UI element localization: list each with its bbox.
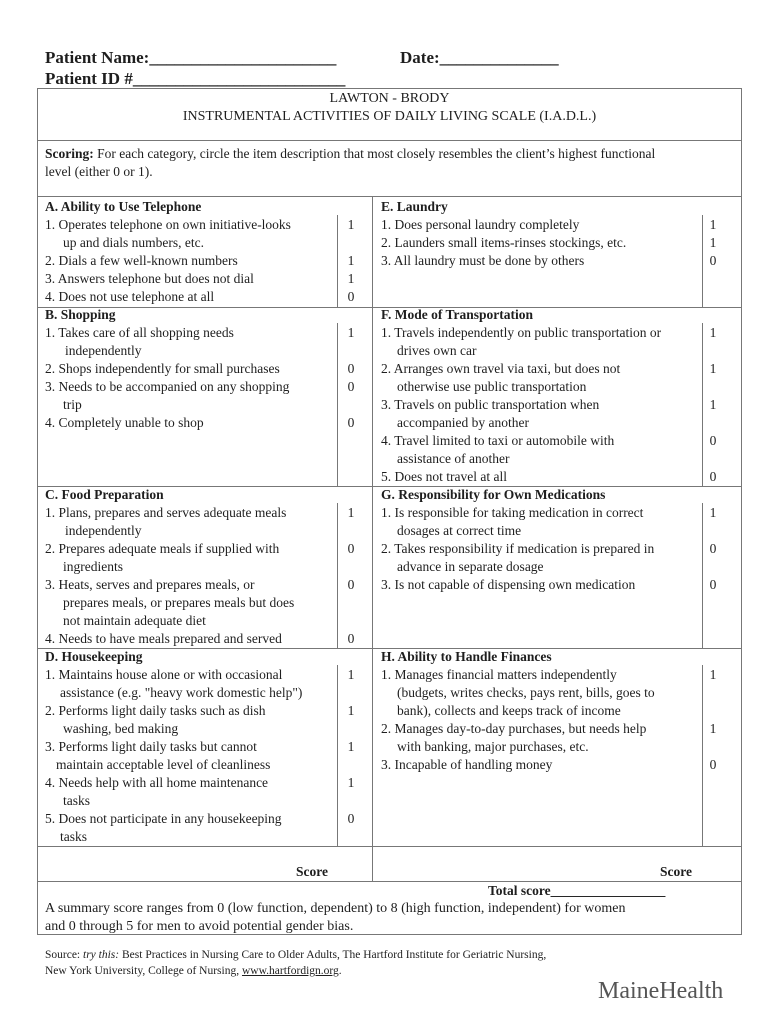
section-g-item-3[interactable]: 3. Is not capable of dispensing own medication <box>381 577 636 592</box>
section-h-score-1[interactable]: 1 <box>709 667 717 682</box>
section-d-item-5[interactable]: 5. Does not participate in any housekeeping <box>45 811 282 826</box>
section-h-item-1[interactable]: 1. Manages financial matters independently <box>381 667 617 682</box>
section-a-item-2[interactable]: 2. Dials a few well-known numbers <box>45 253 238 268</box>
section-h-item-2-cont[interactable]: with banking, major purchases, etc. <box>397 739 589 754</box>
section-e-score-3[interactable]: 0 <box>709 253 717 268</box>
section-b-score-3[interactable]: 0 <box>347 379 355 394</box>
section-d-item-1-cont[interactable]: assistance (e.g. "heavy work domestic help") <box>60 685 303 700</box>
section-c-score-3[interactable]: 0 <box>347 577 355 592</box>
section-f-heading: F. Mode of Transportation <box>381 307 534 322</box>
section-c-item-3-cont2[interactable]: not maintain adequate diet <box>63 613 206 628</box>
section-a-score-3[interactable]: 1 <box>347 271 355 286</box>
scoring-instructions-line2: level (either 0 or 1). <box>45 164 153 179</box>
section-c-item-3-cont[interactable]: prepares meals, or prepares meals but does <box>63 595 295 610</box>
section-a-heading: A. Ability to Use Telephone <box>45 199 202 214</box>
divider <box>337 665 338 847</box>
iadl-form-table <box>37 88 742 935</box>
section-h-item-1-cont[interactable]: (budgets, writes checks, pays rent, bills, goes to <box>397 685 655 700</box>
section-c-score-2[interactable]: 0 <box>347 541 355 556</box>
summary-line1: A summary score ranges from 0 (low function, dependent) to 8 (high function, independent) for women <box>45 901 626 916</box>
section-h-item-3[interactable]: 3. Incapable of handling money <box>381 757 553 772</box>
scoring-instructions: Scoring: For each category, circle the item description that most closely resembles the client’s highest functional <box>45 146 656 161</box>
section-f-score-3[interactable]: 1 <box>709 397 717 412</box>
section-e-item-1[interactable]: 1. Does personal laundry completely <box>381 217 580 232</box>
section-e-item-3[interactable]: 3. All laundry must be done by others <box>381 253 585 268</box>
section-h-heading: H. Ability to Handle Finances <box>381 649 552 664</box>
section-g-score-3[interactable]: 0 <box>709 577 717 592</box>
section-d-item-2-cont[interactable]: washing, bed making <box>63 721 179 736</box>
divider <box>38 846 741 847</box>
section-e-heading: E. Laundry <box>381 199 448 214</box>
section-c-item-2[interactable]: 2. Prepares adequate meals if supplied with <box>45 541 280 556</box>
section-d-item-5-cont[interactable]: tasks <box>60 829 87 844</box>
section-f-item-2-cont[interactable]: otherwise use public transportation <box>397 379 587 394</box>
hartfordign-link[interactable]: www.hartfordign.org <box>241 965 339 977</box>
section-a-score-4[interactable]: 0 <box>347 289 355 304</box>
section-a-score-2[interactable]: 1 <box>347 253 355 268</box>
section-b-score-4[interactable]: 0 <box>347 415 355 430</box>
section-d-item-1[interactable]: 1. Maintains house alone or with occasional <box>45 667 283 682</box>
section-f-score-4[interactable]: 0 <box>709 433 717 448</box>
total-score-field[interactable]: Total score_________________ <box>488 883 666 898</box>
section-b-item-1[interactable]: 1. Takes care of all shopping needs <box>45 325 234 340</box>
score-label-left: Score <box>296 864 328 879</box>
section-g-item-2-cont[interactable]: advance in separate dosage <box>397 559 544 574</box>
scoring-label: Scoring: <box>45 146 94 161</box>
section-c-heading: C. Food Preparation <box>45 487 164 502</box>
scale-title-line1: LAWTON - BRODY <box>329 91 450 106</box>
section-f-item-3[interactable]: 3. Travels on public transportation when <box>381 397 600 412</box>
section-e-item-2[interactable]: 2. Launders small items-rinses stockings, etc. <box>381 235 627 250</box>
section-e-score-1[interactable]: 1 <box>709 217 717 232</box>
section-d-item-2[interactable]: 2. Performs light daily tasks such as dish <box>45 703 266 718</box>
section-d-score-2[interactable]: 1 <box>347 703 355 718</box>
section-d-item-3-cont[interactable]: maintain acceptable level of cleanliness <box>56 757 271 772</box>
section-g-heading: G. Responsibility for Own Medications <box>381 487 606 502</box>
section-b-item-3[interactable]: 3. Needs to be accompanied on any shopping <box>45 379 290 394</box>
section-f-item-2[interactable]: 2. Arranges own travel via taxi, but does not <box>381 361 621 376</box>
section-f-item-1[interactable]: 1. Travels independently on public transportation or <box>381 325 662 340</box>
section-b-score-2[interactable]: 0 <box>347 361 355 376</box>
section-a-item-1[interactable]: 1. Operates telephone on own initiative-looks <box>45 217 291 232</box>
section-b-item-4[interactable]: 4. Completely unable to shop <box>45 415 204 430</box>
section-c-item-3[interactable]: 3. Heats, serves and prepares meals, or <box>45 577 255 592</box>
section-d-score-3[interactable]: 1 <box>347 739 355 754</box>
section-f-item-3-cont[interactable]: accompanied by another <box>397 415 529 430</box>
section-h-score-3[interactable]: 0 <box>709 757 717 772</box>
section-a-score-1[interactable]: 1 <box>347 217 355 232</box>
divider <box>337 323 338 487</box>
patient-name-field[interactable]: Patient Name:______________________ <box>45 48 337 67</box>
section-d-score-4[interactable]: 1 <box>347 775 355 790</box>
score-label-right: Score <box>660 864 692 879</box>
section-d-score-5[interactable]: 0 <box>347 811 355 826</box>
section-g-item-2[interactable]: 2. Takes responsibility if medication is prepared in <box>381 541 655 556</box>
section-c-item-1-cont[interactable]: independently <box>65 523 142 538</box>
section-c-item-2-cont[interactable]: ingredients <box>63 559 123 574</box>
section-g-item-1-cont[interactable]: dosages at correct time <box>397 523 522 538</box>
summary-line2: and 0 through 5 for men to avoid potential gender bias. <box>45 919 354 934</box>
section-g-score-2[interactable]: 0 <box>709 541 717 556</box>
section-d-item-4-cont[interactable]: tasks <box>63 793 90 808</box>
section-a-item-4[interactable]: 4. Does not use telephone at all <box>45 289 215 304</box>
mainehealth-logo: MaineHealth <box>598 978 724 1004</box>
section-a-item-3[interactable]: 3. Answers telephone but does not dial <box>45 271 254 286</box>
section-g-score-1[interactable]: 1 <box>709 505 717 520</box>
section-f-score-1[interactable]: 1 <box>709 325 717 340</box>
divider <box>337 215 338 307</box>
section-c-item-1[interactable]: 1. Plans, prepares and serves adequate meals <box>45 505 287 520</box>
patient-id-field[interactable]: Patient ID #_________________________ <box>45 69 346 88</box>
section-h-score-2[interactable]: 1 <box>709 721 717 736</box>
section-b-item-1-cont[interactable]: independently <box>65 343 142 358</box>
section-b-score-1[interactable]: 1 <box>347 325 355 340</box>
section-h-item-1-cont2[interactable]: bank), collects and keeps track of income <box>397 703 621 718</box>
section-g-item-1[interactable]: 1. Is responsible for taking medication in correct <box>381 505 644 520</box>
section-f-item-5[interactable]: 5. Does not travel at all <box>381 469 507 484</box>
section-b-item-3-cont[interactable]: trip <box>63 397 82 412</box>
section-d-item-3[interactable]: 3. Performs light daily tasks but cannot <box>45 739 257 754</box>
section-b-item-2[interactable]: 2. Shops independently for small purchases <box>45 361 280 376</box>
section-d-heading: D. Housekeeping <box>45 649 143 664</box>
section-h-item-2[interactable]: 2. Manages day-to-day purchases, but needs help <box>381 721 647 736</box>
divider <box>38 196 741 197</box>
section-f-item-4[interactable]: 4. Travel limited to taxi or automobile with <box>381 433 615 448</box>
section-f-score-2[interactable]: 1 <box>709 361 717 376</box>
section-c-item-4[interactable]: 4. Needs to have meals prepared and served <box>45 631 282 646</box>
section-f-item-4-cont[interactable]: assistance of another <box>397 451 510 466</box>
divider <box>38 140 741 141</box>
divider <box>337 503 338 649</box>
source-citation: Source: try this: Best Practices in Nursing Care to Older Adults, The Hartford Institute for Geriatric Nursing, <box>45 949 547 961</box>
section-d-score-1[interactable]: 1 <box>347 667 355 682</box>
section-a-item-1-cont[interactable]: up and dials numbers, etc. <box>63 235 204 250</box>
section-e-score-2[interactable]: 1 <box>709 235 717 250</box>
section-f-item-1-cont[interactable]: drives own car <box>397 343 477 358</box>
divider <box>372 196 373 882</box>
section-f-score-5[interactable]: 0 <box>709 469 717 484</box>
section-c-score-1[interactable]: 1 <box>347 505 355 520</box>
scale-title-line2: INSTRUMENTAL ACTIVITIES OF DAILY LIVING SCALE (I.A.D.L.) <box>182 109 597 124</box>
section-d-item-4[interactable]: 4. Needs help with all home maintenance <box>45 775 269 790</box>
section-b-heading: B. Shopping <box>45 307 116 322</box>
source-citation-line2: New York University, College of Nursing, www.hartfordign.org. <box>45 965 342 977</box>
date-field[interactable]: Date:______________ <box>400 48 559 67</box>
section-c-score-4[interactable]: 0 <box>347 631 355 646</box>
